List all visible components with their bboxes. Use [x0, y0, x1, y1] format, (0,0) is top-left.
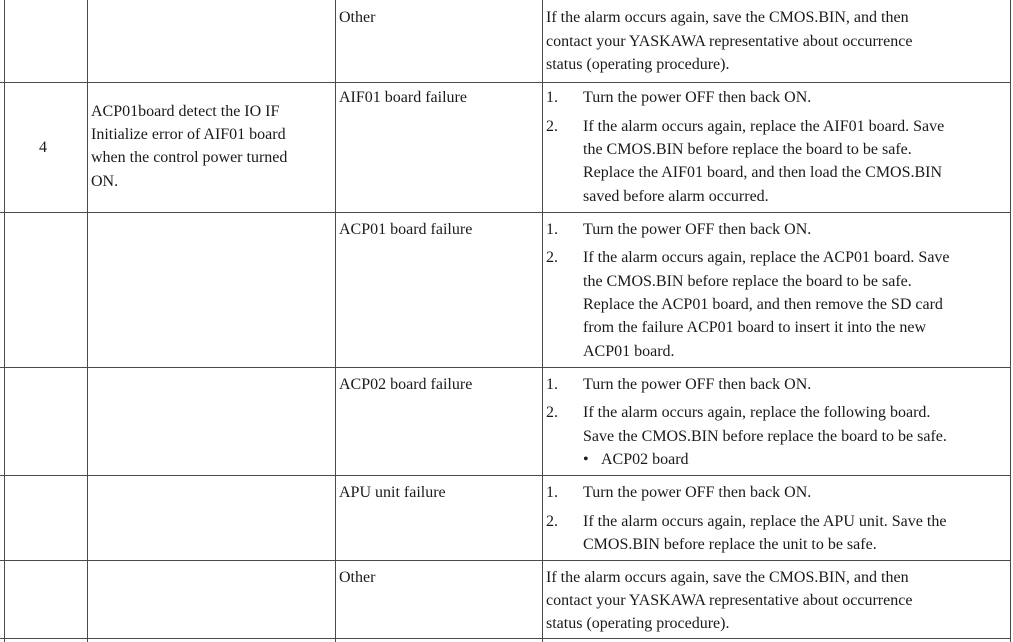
alarm-number: 4 — [39, 139, 47, 156]
remedy-line: contact your YASKAWA representative about occurrence — [546, 33, 913, 50]
row-border — [0, 638, 1011, 639]
step-number: 2. — [546, 404, 558, 421]
remedy-line: status (operating procedure). — [546, 615, 730, 632]
row-border — [0, 212, 1011, 213]
step-line: saved before alarm occurred. — [583, 188, 769, 205]
step-line: from the failure ACP01 board to insert it into the new — [583, 319, 927, 336]
cause-cell: ACP02 board failure — [339, 376, 473, 393]
step-line: CMOS.BIN before replace the unit to be safe. — [583, 536, 877, 553]
cause-cell: Other — [339, 569, 376, 586]
remedy-line: status (operating procedure). — [546, 56, 730, 73]
remedy-line: contact your YASKAWA representative about occurrence — [546, 592, 913, 609]
step-line: Turn the power OFF then back ON. — [583, 376, 812, 393]
step-line: Replace the ACP01 board, and then remove the SD card — [583, 296, 943, 313]
row-border — [0, 560, 1011, 561]
row-border — [0, 367, 1011, 368]
column-border — [87, 0, 88, 642]
step-number: 1. — [546, 376, 558, 393]
bullet-text: ACP02 board — [601, 451, 689, 468]
bullet-mark: • — [583, 451, 589, 468]
step-line: Turn the power OFF then back ON. — [583, 89, 812, 106]
step-line: the CMOS.BIN before replace the board to be safe. — [583, 141, 912, 158]
step-number: 1. — [546, 484, 558, 501]
step-number: 1. — [546, 221, 558, 238]
cause-cell: APU unit failure — [339, 484, 446, 501]
column-border — [542, 0, 543, 642]
cause-cell: Other — [339, 9, 376, 26]
remedy-line: If the alarm occurs again, save the CMOS.BIN, and then — [546, 9, 909, 26]
row-border — [0, 475, 1011, 476]
step-line: ACP01 board. — [583, 343, 675, 360]
cause-cell: ACP01 board failure — [339, 221, 473, 238]
step-line: If the alarm occurs again, replace the following board. — [583, 404, 931, 421]
column-border — [335, 0, 336, 642]
description-line: ACP01board detect the IO IF — [91, 103, 280, 120]
description-line: Initialize error of AIF01 board — [91, 126, 286, 143]
description-line: ON. — [91, 173, 119, 190]
step-line: If the alarm occurs again, replace the ACP01 board. Save — [583, 249, 950, 266]
step-line: Turn the power OFF then back ON. — [583, 221, 812, 238]
description-line: when the control power turned — [91, 149, 288, 166]
step-line: Turn the power OFF then back ON. — [583, 484, 812, 501]
step-line: If the alarm occurs again, replace the APU unit. Save the — [583, 513, 947, 530]
step-line: Save the CMOS.BIN before replace the board to be safe. — [583, 428, 947, 445]
step-number: 2. — [546, 118, 558, 135]
column-border — [1010, 0, 1011, 642]
column-border — [4, 0, 5, 642]
cause-cell: AIF01 board failure — [339, 89, 467, 106]
step-number: 2. — [546, 513, 558, 530]
step-number: 2. — [546, 249, 558, 266]
step-line: the CMOS.BIN before replace the board to be safe. — [583, 273, 912, 290]
step-line: If the alarm occurs again, replace the AIF01 board. Save — [583, 118, 945, 135]
step-line: Replace the AIF01 board, and then load the CMOS.BIN — [583, 164, 943, 181]
row-border — [0, 82, 1011, 83]
step-number: 1. — [546, 89, 558, 106]
remedy-line: If the alarm occurs again, save the CMOS.BIN, and then — [546, 569, 909, 586]
